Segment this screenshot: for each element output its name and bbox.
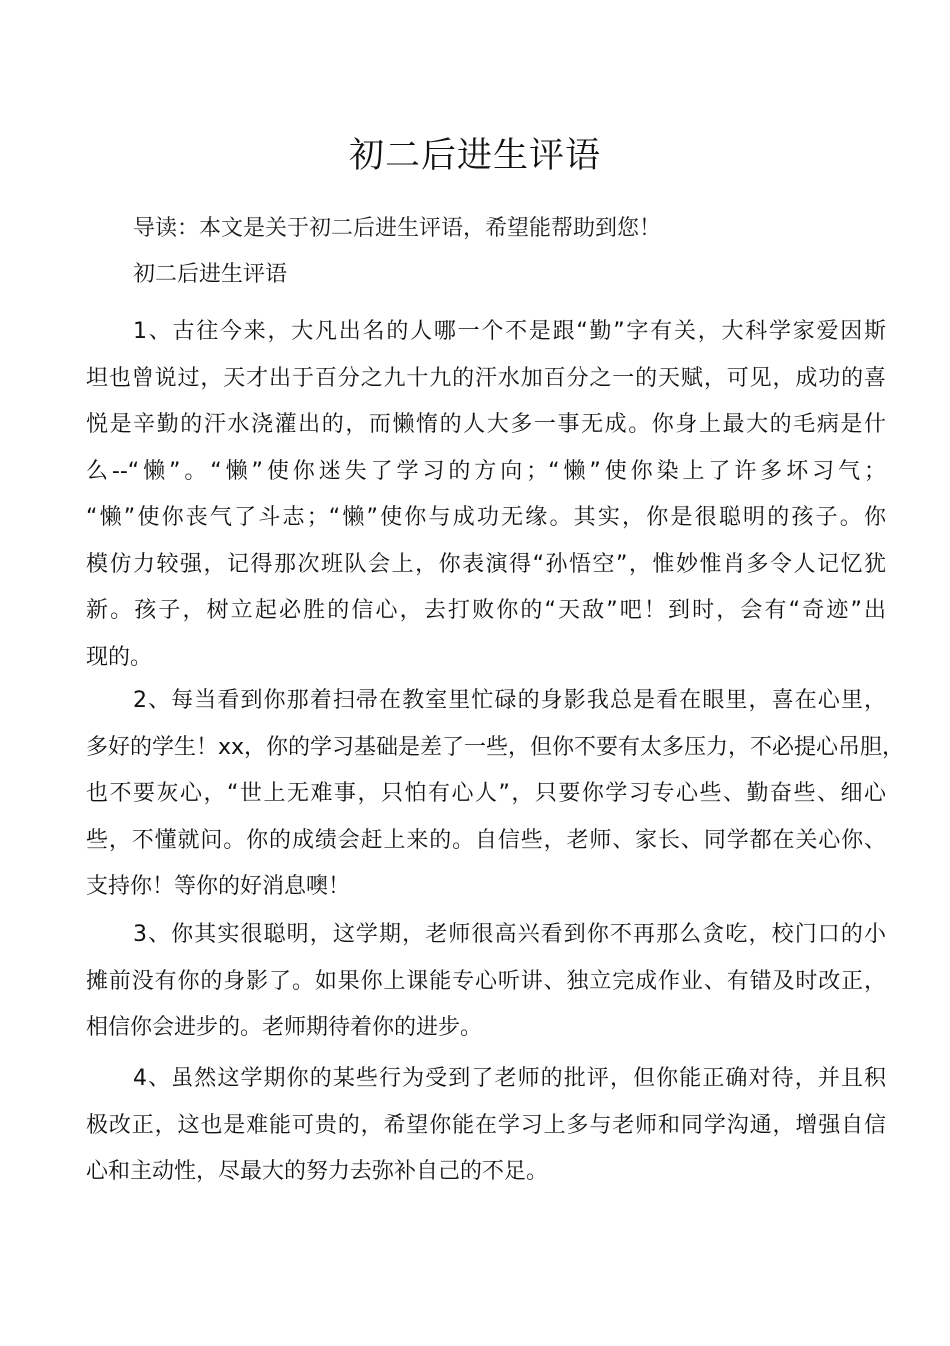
paragraph-line: 4、虽然这学期你的某些行为受到了老师的批评，但你能正确对待，并且积 <box>133 1066 886 1091</box>
paragraph-line: “懒”使你丧气了斗志；“懒”使你与成功无缘。其实，你是很聪明的孩子。你 <box>86 505 886 530</box>
section-subtitle: 初二后进生评语 <box>133 262 288 287</box>
paragraph-line: 摊前没有你的身影了。如果你上课能专心听讲、独立完成作业、有错及时改正， <box>86 968 886 994</box>
paragraph-line: 现的。 <box>86 644 153 670</box>
paragraph-line: 也不要灰心，“世上无难事，只怕有心人”，只要你学习专心些、勤奋些、细心 <box>86 781 886 806</box>
paragraph-3 <box>86 912 886 1052</box>
paragraph-line: 心和主动性，尽最大的努力去弥补自己的不足。 <box>86 1159 549 1184</box>
paragraph-line: 悦是辛勤的汗水浇灌出的，而懒惰的人大多一事无成。你身上最大的毛病是什 <box>86 412 886 437</box>
intro-text: 导读：本文是关于初二后进生评语，希望能帮助到您！ <box>133 216 662 241</box>
paragraph-line: 多好的学生！xx，你的学习基础是差了一些，但你不要有太多压力，不必提心吊胆， <box>86 734 905 760</box>
paragraph-line: 模仿力较强，记得那次班队会上，你表演得“孙悟空”，惟妙惟肖多令人记忆犹 <box>86 551 886 577</box>
paragraph-line: 极改正，这也是难能可贵的，希望你能在学习上多与老师和同学沟通，增强自信 <box>86 1112 886 1138</box>
paragraph-line: 支持你！等你的好消息噢！ <box>86 874 351 899</box>
paragraph-2 <box>86 678 905 911</box>
document-title: 初二后进生评语 <box>348 136 601 176</box>
paragraph-line: 2、每当看到你那着扫帚在教室里忙碌的身影我总是看在眼里，喜在心里， <box>133 688 886 713</box>
paragraph-line: 1、古往今来，大凡出名的人哪一个不是跟“勤”字有关，大科学家爱因斯 <box>133 319 886 344</box>
paragraph-4 <box>86 1056 886 1196</box>
paragraph-1 <box>86 309 886 681</box>
paragraph-line: 坦也曾说过，天才出于百分之九十九的汗水加百分之一的天赋，可见，成功的喜 <box>86 365 886 391</box>
paragraph-line: 些，不懂就问。你的成绩会赶上来的。自信些，老师、家长、同学都在关心你、 <box>86 827 886 853</box>
paragraph-line: 么--“懒”。“懒”使你迷失了学习的方向；“懒”使你染上了许多坏习气； <box>86 458 886 484</box>
paragraph-line: 新。孩子，树立起必胜的信心，去打败你的“天敌”吧！到时，会有“奇迹”出 <box>86 598 886 623</box>
paragraph-line: 3、你其实很聪明，这学期，老师很高兴看到你不再那么贪吃，校门口的小 <box>133 922 886 947</box>
paragraph-line: 相信你会进步的。老师期待着你的进步。 <box>86 1015 483 1040</box>
